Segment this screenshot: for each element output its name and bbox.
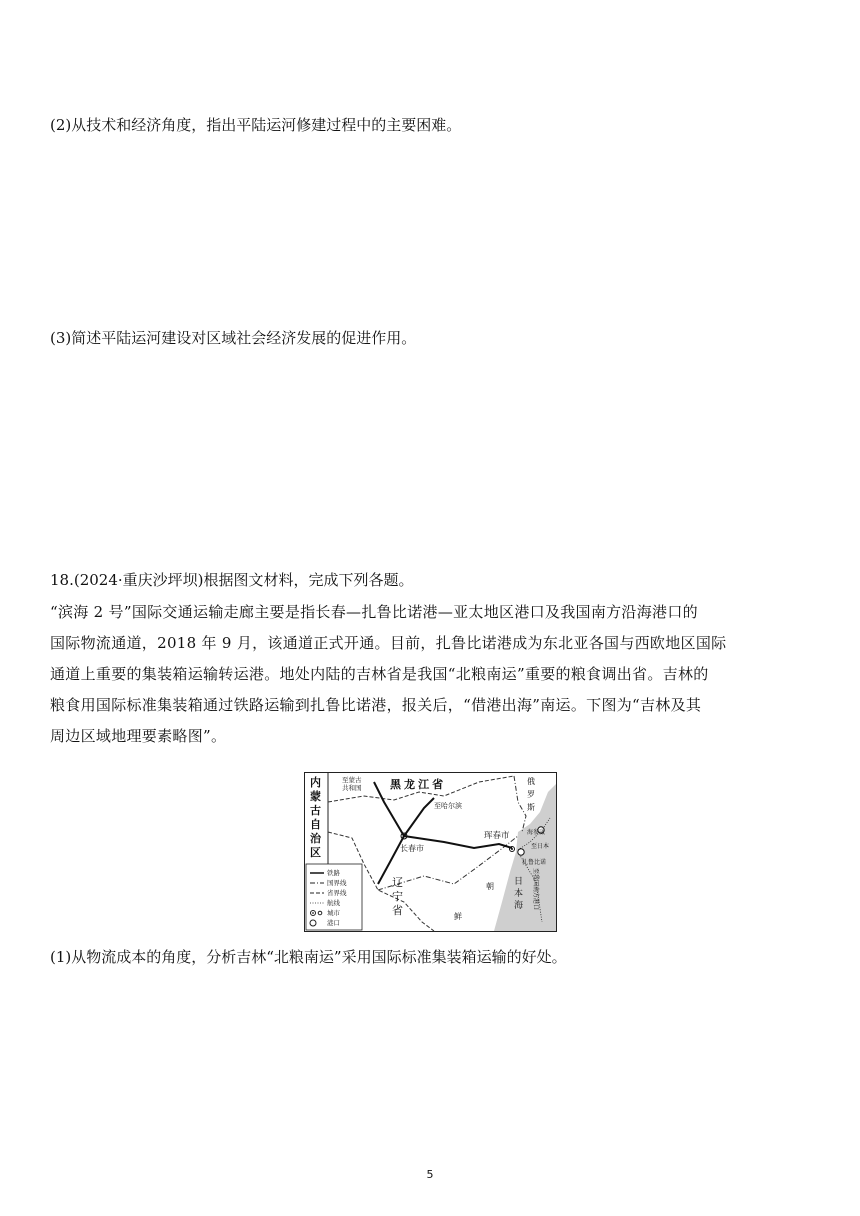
label-russia: 斯 (527, 803, 535, 812)
label-russia: 俄 (527, 777, 535, 786)
label-to-harbin: 至哈尔滨 (434, 803, 462, 810)
label-liaoning: 宁 (392, 891, 403, 903)
label-changchun: 长春市 (400, 844, 424, 853)
label-japan-sea: 日 (514, 876, 524, 886)
label-heilongjiang: 黑 龙 江 省 (390, 779, 444, 791)
jilin-region-map (304, 772, 557, 932)
question-18-material (50, 597, 810, 752)
label-inner-mongolia: 蒙 (310, 791, 321, 803)
question-17-2: (2)从技术和经济角度，指出平陆运河修建过程中的主要困难。 (50, 116, 462, 134)
label-hunchun: 珲春市 (484, 830, 510, 840)
page-number: 5 (426, 1168, 434, 1181)
label-inner-mongolia: 自 (310, 819, 321, 831)
legend-railway: 铁路 (327, 870, 340, 877)
material-line: “滨海 2 号”国际交通运输走廊主要是指长春—扎鲁比诺港—亚太地区港口及我国南方沿海港口的 (50, 603, 698, 621)
legend-provincial-border: 省界线 (327, 890, 347, 897)
label-inner-mongolia: 区 (310, 847, 321, 859)
label-korea: 朝 (486, 882, 494, 891)
legend-national-border: 国界线 (327, 880, 347, 887)
material-line: 通道上重要的集装箱运输转运港。地处内陆的吉林省是我国“北粮南运”重要的粮食调出省。吉林的 (50, 665, 709, 683)
label-korea: 鲜 (454, 912, 462, 921)
label-haishenwai: 海参崴 (527, 830, 546, 836)
material-line: 周边区域地理要素略图”。 (50, 727, 227, 745)
question-18-1: (1)从物流成本的角度，分析吉林“北粮南运”采用国际标准集装箱运输的好处。 (50, 948, 567, 966)
label-zarubino: 扎鲁比诺 (522, 860, 547, 866)
question-17-3: (3)简述平陆运河建设对区域社会经济发展的促进作用。 (50, 329, 417, 347)
material-line: 粮食用国际标准集装箱通过铁路运输到扎鲁比诺港，报关后，“借港出海”南运。下图为“吉林及其 (50, 696, 702, 714)
label-liaoning: 辽 (392, 877, 403, 889)
label-to-japan: 至日本 (531, 844, 550, 850)
question-18-header: 18.(2024·重庆沙坪坝)根据图文材料，完成下列各题。 (50, 571, 414, 589)
legend-shipping-route: 航线 (327, 900, 340, 907)
legend-port: 港口 (327, 920, 340, 927)
label-inner-mongolia: 治 (310, 833, 321, 845)
label-japan-sea: 本 (514, 888, 524, 898)
legend-city: 城市 (327, 910, 340, 917)
label-russia: 罗 (527, 790, 535, 799)
material-line: 国际物流通道，2018 年 9 月，该通道正式开通。目前，扎鲁比诺港成为东北亚各国与西欧地区国际 (50, 634, 727, 652)
label-japan-sea: 海 (514, 900, 524, 910)
label-to-mongolia: 至蒙古 (342, 777, 362, 784)
label-to-mongolia: 共和国 (342, 785, 362, 792)
label-liaoning: 省 (392, 905, 403, 917)
label-inner-mongolia: 古 (310, 805, 321, 817)
label-to-south-china: 至我国南方港口 (532, 868, 538, 911)
label-inner-mongolia: 内 (310, 777, 321, 789)
